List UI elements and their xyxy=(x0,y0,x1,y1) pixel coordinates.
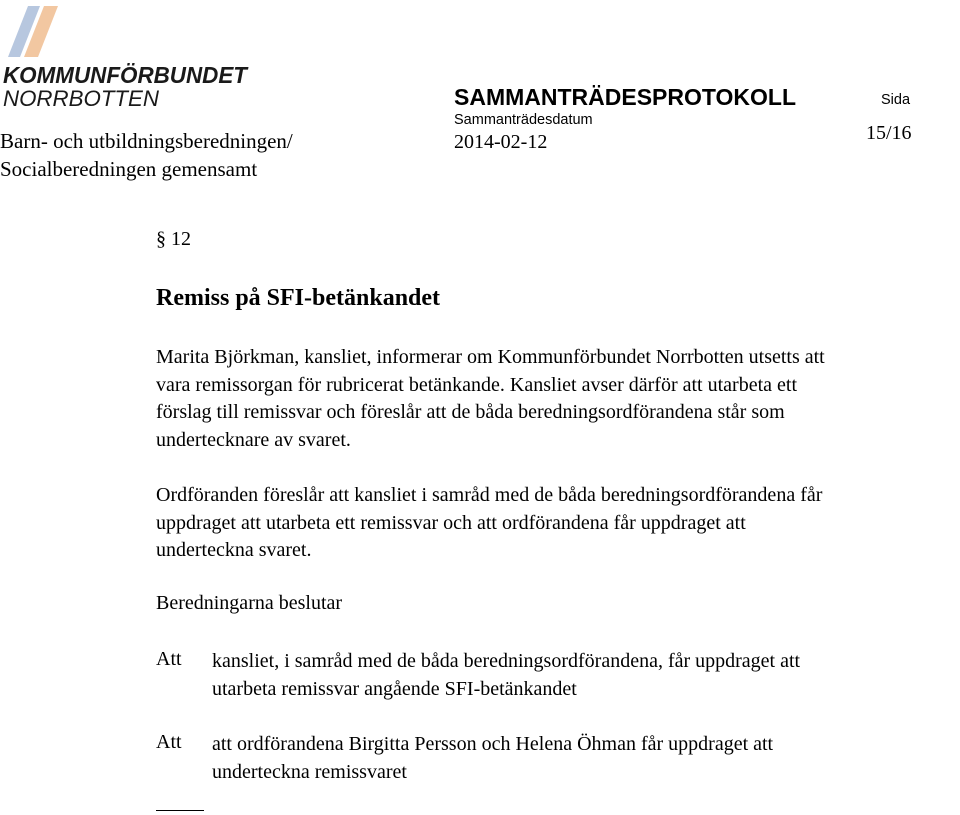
paragraph-line: Ordföranden föreslår att kansliet i samråd med de båda beredningsordförandena får xyxy=(156,484,823,506)
decision-line: underteckna remissvaret xyxy=(212,760,407,783)
paragraph-information xyxy=(156,344,956,454)
page-number: 15/16 xyxy=(866,122,912,144)
paragraph-line: Marita Björkman, kansliet, informerar om Kommunförbundet Norrbotten utsetts att xyxy=(156,346,825,368)
logo-text-line2: NORRBOTTEN xyxy=(3,86,160,107)
decision-item-label: Att xyxy=(156,648,182,670)
section-title: Remiss på SFI-betänkandet xyxy=(156,285,441,311)
section-number: § 12 xyxy=(156,228,191,250)
committee-name-line1: Barn- och utbildningsberedningen/ xyxy=(0,129,293,153)
decision-item-label: Att xyxy=(156,731,182,753)
paragraph-line: uppdraget att utarbeta ett remissvar och att ordförandena får uppdraget att xyxy=(156,511,746,534)
committee-name-line2: Socialberedningen gemensamt xyxy=(0,157,258,181)
decision-item-text xyxy=(212,648,800,703)
end-rule xyxy=(156,810,204,811)
paragraph-proposal xyxy=(156,482,956,565)
logo-text-line1: KOMMUNFÖRBUNDET xyxy=(3,62,249,88)
document-title: SAMMANTRÄDESPROTOKOLL xyxy=(454,84,797,110)
decision-line: kansliet, i samråd med de båda beredningsordförandena, får uppdraget att xyxy=(212,650,801,672)
decision-line: att ordförandena Birgitta Persson och Helena Öhman får uppdraget att xyxy=(212,733,774,755)
paragraph-line: underteckna svaret. xyxy=(156,539,312,561)
decision-line: utarbeta remissvar angående SFI-betänkandet xyxy=(212,677,577,700)
decision-heading: Beredningarna beslutar xyxy=(156,592,343,614)
paragraph-line: förslag till remissvar och föreslår att de båda beredningsordförandena står som xyxy=(156,401,785,423)
meeting-date-label: Sammanträdesdatum xyxy=(454,112,593,128)
paragraph-line: vara remissorgan för rubricerat betänkande. Kansliet avser därför att utarbeta ett xyxy=(156,373,798,396)
kommunforbundet-logo xyxy=(0,2,250,107)
meeting-date-value: 2014-02-12 xyxy=(454,131,548,153)
page-label: Sida xyxy=(881,92,911,108)
paragraph-line: undertecknare av svaret. xyxy=(156,428,351,451)
decision-item-text xyxy=(212,731,773,786)
